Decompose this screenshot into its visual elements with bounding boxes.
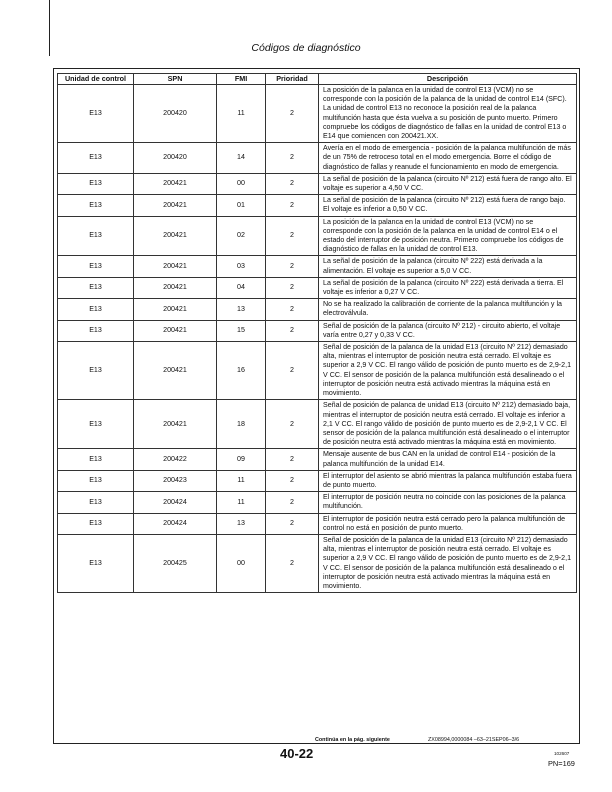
cell-priority: 2 xyxy=(266,299,319,320)
cell-fmi: 02 xyxy=(217,216,266,256)
table-row xyxy=(58,400,577,449)
column-header-spn: SPN xyxy=(134,74,217,85)
cell-spn: 200421 xyxy=(134,216,217,256)
table-row xyxy=(58,470,577,491)
cell-description: La señal de posición de la palanca (circuito Nº 222) está derivada a tierra. El voltaje es inferior a 0,27 V CC. xyxy=(319,277,577,298)
cell-description: El interruptor de posición neutra está cerrado pero la palanca multifunción de control no está en posición de punto muerto. xyxy=(319,513,577,534)
cell-priority: 2 xyxy=(266,173,319,194)
table-header-row xyxy=(58,74,577,85)
table-row xyxy=(58,143,577,174)
cell-spn: 200422 xyxy=(134,449,217,470)
cell-fmi: 11 xyxy=(217,492,266,513)
cell-priority: 2 xyxy=(266,492,319,513)
table-row xyxy=(58,492,577,513)
cell-description: Mensaje ausente de bus CAN en la unidad de control E14 - posición de la palanca multifunción de la unidad E14. xyxy=(319,449,577,470)
cell-description: Señal de posición de la palanca (circuito Nº 212) - circuito abierto, el voltaje varía entre 0,27 y 0,33 V CC. xyxy=(319,320,577,341)
cell-description: La señal de posición de la palanca (circuito Nº 222) está derivada a la alimentación. El voltaje es superior a 5,0 V CC. xyxy=(319,256,577,277)
cell-priority: 2 xyxy=(266,470,319,491)
cell-spn: 200421 xyxy=(134,342,217,400)
cell-fmi: 18 xyxy=(217,400,266,449)
cell-description: El interruptor de posición neutra no coincide con las posiciones de la palanca multifunción. xyxy=(319,492,577,513)
cell-spn: 200421 xyxy=(134,195,217,216)
cell-control-unit: E13 xyxy=(58,143,134,174)
cell-priority: 2 xyxy=(266,320,319,341)
cell-description: La señal de posición de la palanca (circuito Nº 212) está fuera de rango bajo. El voltaje es inferior a 0,50 V CC. xyxy=(319,195,577,216)
table-body xyxy=(58,85,577,593)
pn-number: PN=169 xyxy=(548,759,575,768)
cell-control-unit: E13 xyxy=(58,299,134,320)
cell-fmi: 00 xyxy=(217,173,266,194)
cell-spn: 200421 xyxy=(134,173,217,194)
cell-control-unit: E13 xyxy=(58,470,134,491)
cell-control-unit: E13 xyxy=(58,449,134,470)
cell-control-unit: E13 xyxy=(58,195,134,216)
cell-fmi: 04 xyxy=(217,277,266,298)
cell-description: La señal de posición de la palanca (circuito Nº 212) está fuera de rango alto. El voltaje es superior a 4,50 V CC. xyxy=(319,173,577,194)
cell-control-unit: E13 xyxy=(58,320,134,341)
table-row xyxy=(58,277,577,298)
table-row xyxy=(58,195,577,216)
cell-spn: 200423 xyxy=(134,470,217,491)
cell-priority: 2 xyxy=(266,216,319,256)
cell-spn: 200425 xyxy=(134,534,217,592)
column-header-fmi: FMI xyxy=(217,74,266,85)
cell-priority: 2 xyxy=(266,342,319,400)
table-row xyxy=(58,513,577,534)
cell-priority: 2 xyxy=(266,143,319,174)
cell-fmi: 13 xyxy=(217,513,266,534)
table-row xyxy=(58,342,577,400)
column-header-priority: Prioridad xyxy=(266,74,319,85)
document-reference: ZX08994,0000084 –63–21SEP06–3/6 xyxy=(428,737,520,743)
cell-fmi: 11 xyxy=(217,470,266,491)
page-title: Códigos de diagnóstico xyxy=(251,42,361,54)
table-row xyxy=(58,173,577,194)
cell-spn: 200421 xyxy=(134,277,217,298)
cell-description: El interruptor del asiento se abrió mientras la palanca multifunción estaba fuera de punto muerto. xyxy=(319,470,577,491)
cell-fmi: 00 xyxy=(217,534,266,592)
cell-control-unit: E13 xyxy=(58,342,134,400)
table-row xyxy=(58,299,577,320)
cell-fmi: 16 xyxy=(217,342,266,400)
cell-fmi: 01 xyxy=(217,195,266,216)
cell-priority: 2 xyxy=(266,85,319,143)
cell-priority: 2 xyxy=(266,534,319,592)
cell-fmi: 03 xyxy=(217,256,266,277)
column-header-description: Descripción xyxy=(319,74,577,85)
print-code: 102607 xyxy=(554,751,570,756)
cell-priority: 2 xyxy=(266,400,319,449)
cell-fmi: 11 xyxy=(217,85,266,143)
cell-control-unit: E13 xyxy=(58,216,134,256)
cell-spn: 200421 xyxy=(134,400,217,449)
table-row xyxy=(58,85,577,143)
cell-control-unit: E13 xyxy=(58,277,134,298)
cell-priority: 2 xyxy=(266,195,319,216)
cell-control-unit: E13 xyxy=(58,85,134,143)
cell-description: La posición de la palanca en la unidad de control E13 (VCM) no se corresponde con la posición de la palanca de la unidad de control E14 (SFC). La unidad de control E13 no reconoce la posición real de la palanca multifunción hasta que ésta vuelva a su posición de punto muerto. Primero compruebe los códigos de diagnóstico de fallas en la unidad de control E13 o E14 que comiencen con 200421.XX. xyxy=(319,85,577,143)
cell-priority: 2 xyxy=(266,256,319,277)
cell-fmi: 15 xyxy=(217,320,266,341)
cell-description: Avería en el modo de emergencia - posición de la palanca multifunción de más de un 75% de retroceso total en el modo emergencia. Borre el código de diagnóstico de fallas y reanude el funcionamiento en modo de emergencia. xyxy=(319,143,577,174)
table-row xyxy=(58,534,577,592)
continued-note: Continúa en la pág. siguiente xyxy=(315,737,390,743)
cell-description: La posición de la palanca en la unidad de control E13 (VCM) no se corresponde con la posición de la palanca en la unidad de control E14 o el estado del interruptor de posición neutra. Primero compruebe los códigos de diagnóstico de fallas en la unidad de control E13. xyxy=(319,216,577,256)
cell-spn: 200421 xyxy=(134,320,217,341)
cell-control-unit: E13 xyxy=(58,256,134,277)
cell-description: Señal de posición de la palanca de la unidad E13 (circuito Nº 212) demasiado alta, mientras el interruptor de posición neutra está cerrado. El voltaje es superior a 2,9 V CC. El rango válido de posición de punto muerto es de 2,9-2,1 V CC. El sensor de posición de la palanca multifunción está desalineado o el interruptor de posición neutra está activado mientras la máquina está en movimiento. xyxy=(319,534,577,592)
cell-fmi: 09 xyxy=(217,449,266,470)
table-row xyxy=(58,216,577,256)
cell-spn: 200424 xyxy=(134,492,217,513)
cell-spn: 200421 xyxy=(134,299,217,320)
page-number: 40-22 xyxy=(280,746,314,761)
diagnostic-codes-table xyxy=(57,73,577,593)
cell-spn: 200420 xyxy=(134,85,217,143)
cell-description: Señal de posición de la palanca de la unidad E13 (circuito Nº 212) demasiado alta, mientras el interruptor de posición neutra está cerrado. El voltaje es superior a 2,9 V CC. El rango válido de posición de punto muerto es de 2,9-2,1 V CC. El sensor de posición de la palanca multifunción está desalineado o el interruptor de posición neutra está activado mientras la máquina está en movimiento. xyxy=(319,342,577,400)
cell-control-unit: E13 xyxy=(58,513,134,534)
table-row xyxy=(58,256,577,277)
cell-priority: 2 xyxy=(266,449,319,470)
table-row xyxy=(58,320,577,341)
cell-spn: 200420 xyxy=(134,143,217,174)
cell-priority: 2 xyxy=(266,513,319,534)
cell-priority: 2 xyxy=(266,277,319,298)
cell-control-unit: E13 xyxy=(58,173,134,194)
cell-control-unit: E13 xyxy=(58,492,134,513)
cell-fmi: 14 xyxy=(217,143,266,174)
cell-control-unit: E13 xyxy=(58,534,134,592)
cell-spn: 200424 xyxy=(134,513,217,534)
cell-fmi: 13 xyxy=(217,299,266,320)
column-header-control-unit: Unidad de control xyxy=(58,74,134,85)
cell-description: Señal de posición de palanca de unidad E13 (circuito Nº 212) demasiado baja, mientras el interruptor de posición neutra está cerrado. El voltaje es inferior a 2,1 V CC. El rango válido de posición de punto muerto es de 2,9-2,1 V CC. El sensor de posición de la palanca multifunción está desalineado o el interruptor de posición neutra está activado mientras la máquina está en movimiento. xyxy=(319,400,577,449)
table-row xyxy=(58,449,577,470)
cell-control-unit: E13 xyxy=(58,400,134,449)
cell-spn: 200421 xyxy=(134,256,217,277)
cell-description: No se ha realizado la calibración de corriente de la palanca multifunción y la electroválvula. xyxy=(319,299,577,320)
